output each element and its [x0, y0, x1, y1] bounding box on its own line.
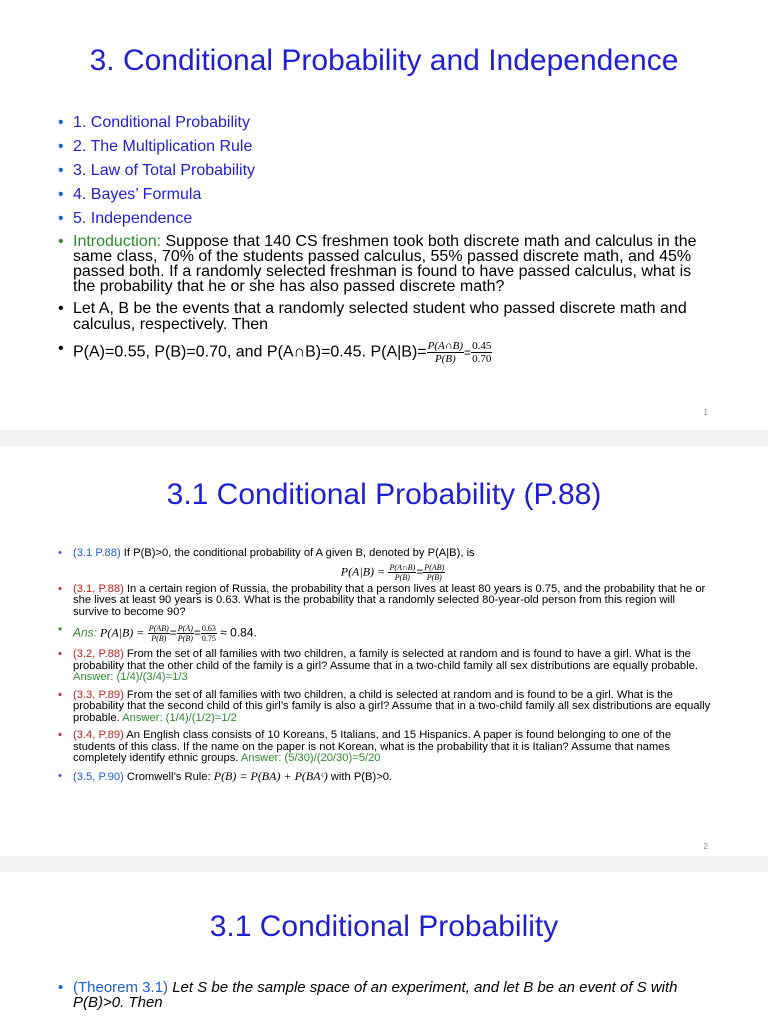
- fraction-conditional: [427, 340, 464, 365]
- toc-item[interactable]: • 5. Independence: [58, 210, 713, 227]
- equals: =: [169, 625, 177, 640]
- slide-3-bullets: [58, 980, 713, 1010]
- intro-label: Introduction:: [73, 233, 162, 250]
- frac-numerator: P(A∩B): [427, 340, 464, 352]
- example-answer: Answer: (5/30)/(20/30)=5/20: [240, 752, 381, 764]
- frac-numerator: P(AB): [424, 562, 445, 572]
- example-bullet: [58, 690, 713, 725]
- frac-numerator: 0.63: [201, 624, 216, 633]
- frac-denominator: P(B): [151, 634, 167, 643]
- example-ref: (3.4, P.89): [73, 729, 124, 741]
- example-text: From the set of all families with two children, a family is selected at random and is found to have a girl. What is the probability that the other child of the family is a girl? Assume that in a two-child family all sex distributions are equally probable.: [73, 648, 698, 672]
- equals: =: [464, 345, 472, 360]
- example-bullet: [58, 584, 713, 619]
- frac-numerator: 0.45: [472, 340, 492, 352]
- toc-item[interactable]: • 2. The Multiplication Rule: [58, 138, 713, 155]
- frac-numerator: P(A): [177, 624, 193, 633]
- answer-lhs: P(A|B) =: [97, 625, 145, 640]
- frac-denominator: P(B): [177, 634, 193, 643]
- page-number: 2: [703, 842, 708, 851]
- prob-text: P(A)=0.55, P(B)=0.70, and P(A∩B)=0.45. P(A|B)=: [73, 343, 427, 361]
- definition-formula: [73, 563, 713, 582]
- frac-denominator: P(B): [394, 572, 410, 582]
- frac-numerator: P(AB): [148, 624, 169, 633]
- toc-item[interactable]: • 3. Law of Total Probability: [58, 162, 713, 179]
- slide-3-title: 3.1 Conditional Probability: [209, 910, 559, 943]
- fraction: [388, 563, 416, 582]
- equals: =: [416, 564, 424, 579]
- example-bullet: [58, 730, 713, 765]
- toc-item[interactable]: • 1. Conditional Probability: [58, 114, 713, 131]
- example-answer: Answer: (1/4)/(1/2)=1/2: [122, 711, 237, 724]
- example-text: with P(B)>0.: [327, 770, 393, 783]
- example-ref: (3.3, P.89): [73, 688, 124, 701]
- slide-1-bullets: [58, 114, 713, 372]
- example-ref: (3.2, P.88): [73, 648, 124, 660]
- frac-denominator: P(B): [434, 353, 456, 365]
- cromwell-formula: P(B) = P(BA) + P(BAᶜ): [213, 768, 328, 783]
- fraction: [177, 624, 194, 643]
- slide-2-bullets: [58, 548, 713, 789]
- fraction: [201, 624, 217, 643]
- answer-bullet: [58, 624, 713, 643]
- prob-bullet: [58, 340, 713, 365]
- slide-separator: [0, 856, 768, 872]
- example-text: Cromwell’s Rule:: [123, 770, 214, 783]
- toc-item[interactable]: • 4. Bayes’ Formula: [58, 186, 713, 203]
- answer-label: Ans:: [73, 625, 98, 640]
- intro-bullet: [58, 234, 713, 294]
- frac-denominator: P(B): [426, 572, 442, 582]
- fraction: [148, 624, 170, 643]
- example-bullet: [58, 649, 713, 684]
- frac-numerator: P(A∩B): [389, 562, 416, 572]
- equals: =: [193, 625, 201, 640]
- intro-text: Suppose that 140 CS freshmen took both discrete math and calculus in the same class, 70% of the students passed calculus, 55% passed discrete math, and 45% passed both. If a randomly selected freshman is found to have passed calculus, what is the probability that he or she has also passed discrete math?: [73, 233, 697, 295]
- page-number: 1: [703, 408, 708, 417]
- frac-denominator: 0.75: [201, 634, 216, 643]
- example-answer: Answer: (1/4)/(3/4)=1/3: [73, 671, 188, 683]
- example-ref: (3.5, P.90): [73, 770, 124, 783]
- definition-bullet: [58, 548, 713, 582]
- definition-text: If P(B)>0, the conditional probability of A given B, denoted by P(A|B), is: [120, 547, 475, 559]
- theorem-bullet: [58, 980, 713, 1010]
- fraction-values: [471, 340, 492, 365]
- slide-2-title: 3.1 Conditional Probability (P.88): [166, 478, 602, 511]
- theorem-ref: (Theorem 3.1): [73, 979, 169, 996]
- example-text: In a certain region of Russia, the probability that a person lives at least 80 years is 0.75, and the probability that he or she lives at least 90 years is 0.63. What is the probability that a randomly selected 80-year-old person from this region will survive to become 90?: [73, 582, 706, 618]
- example-ref: (3.1, P.88): [73, 582, 124, 595]
- frac-denominator: 0.70: [472, 353, 492, 365]
- definition-ref: (3.1 P.88): [73, 547, 121, 559]
- slide-3: [0, 872, 768, 1024]
- example-text: From the set of all families with two children, a child is selected at random and is found to be a girl. What is the probability that the second child of this girl’s family is also a girl? Assume that in a two-child family all sex distributions are equally probable.: [73, 688, 711, 724]
- example-text: An English class consists of 10 Koreans, 5 Italians, and 15 Hispanics. A paper is found belonging to one of the students of this class. If the name on the paper is not Korean, what is the probability that it is Italian? Assume that names completely identify ethnic groups.: [73, 729, 672, 764]
- let-bullet: • Let A, B be the events that a randomly selected student who passed discrete math and calculus, respectively. Then: [58, 301, 713, 333]
- theorem-text: Let S be the sample space of an experiment, and let B be an event of S with P(B)>0. Then: [73, 979, 678, 1011]
- slide-2: [0, 446, 768, 856]
- fraction: [423, 563, 445, 582]
- formula-lhs: P(A|B) =: [340, 564, 386, 579]
- example-bullet: [58, 768, 713, 784]
- slide-1: [0, 0, 768, 430]
- slide-separator: [0, 430, 768, 446]
- slide-1-title: 3. Conditional Probability and Independence: [89, 44, 679, 77]
- answer-result: ≈ 0.84.: [216, 625, 257, 640]
